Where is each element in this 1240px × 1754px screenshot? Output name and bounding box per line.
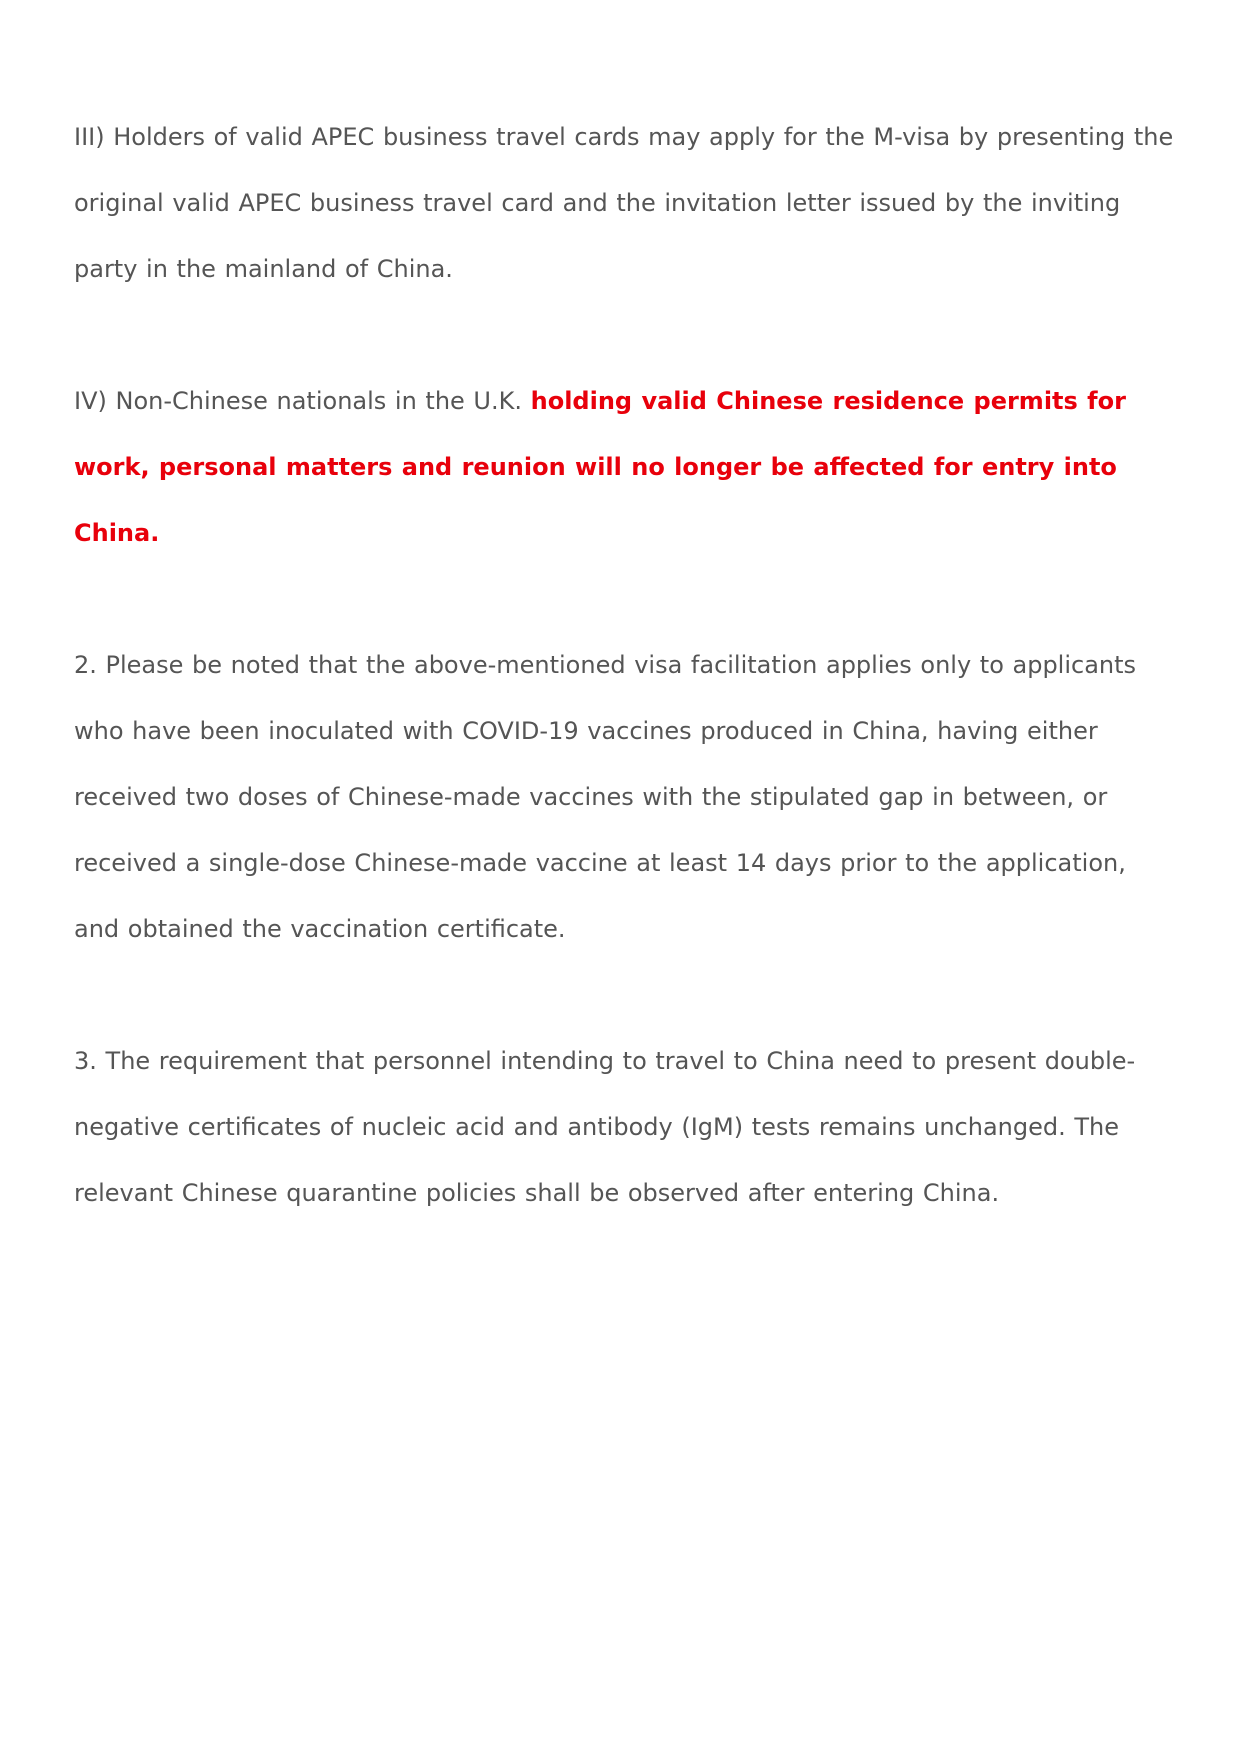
document-body bbox=[74, 104, 1174, 1292]
paragraph-vaccination-facilitation: 2. Please be noted that the above-mentioned visa facilitation applies only to applicants who have been inoculated with COVID-19 vaccines produced in China, having either received two doses of Chinese-made vaccines with the stipulated gap in between, or received a single-dose Chinese-made vaccine at least 14 days prior to the application, and obtained the vaccination certificate. bbox=[74, 651, 1137, 943]
highlighted-notice-text: holding valid Chinese residence permits for work, personal matters and reunion will no longer be affected for entry into China. bbox=[74, 387, 1126, 547]
paragraph-plain-text: IV) Non-Chinese nationals in the U.K. bbox=[74, 387, 531, 415]
paragraph-non-chinese-nationals bbox=[74, 368, 1174, 566]
paragraph-test-requirement: 3. The requirement that personnel intending to travel to China need to present double-negative certificates of nucleic acid and antibody (IgM) tests remains unchanged. The relevant Chinese quarantine policies shall be observed after entering China. bbox=[74, 1047, 1136, 1207]
paragraph-apec-travel-cards: III) Holders of valid APEC business travel cards may apply for the M-visa by presenting the original valid APEC business travel card and the invitation letter issued by the inviting party in the mainland of China. bbox=[74, 123, 1174, 283]
